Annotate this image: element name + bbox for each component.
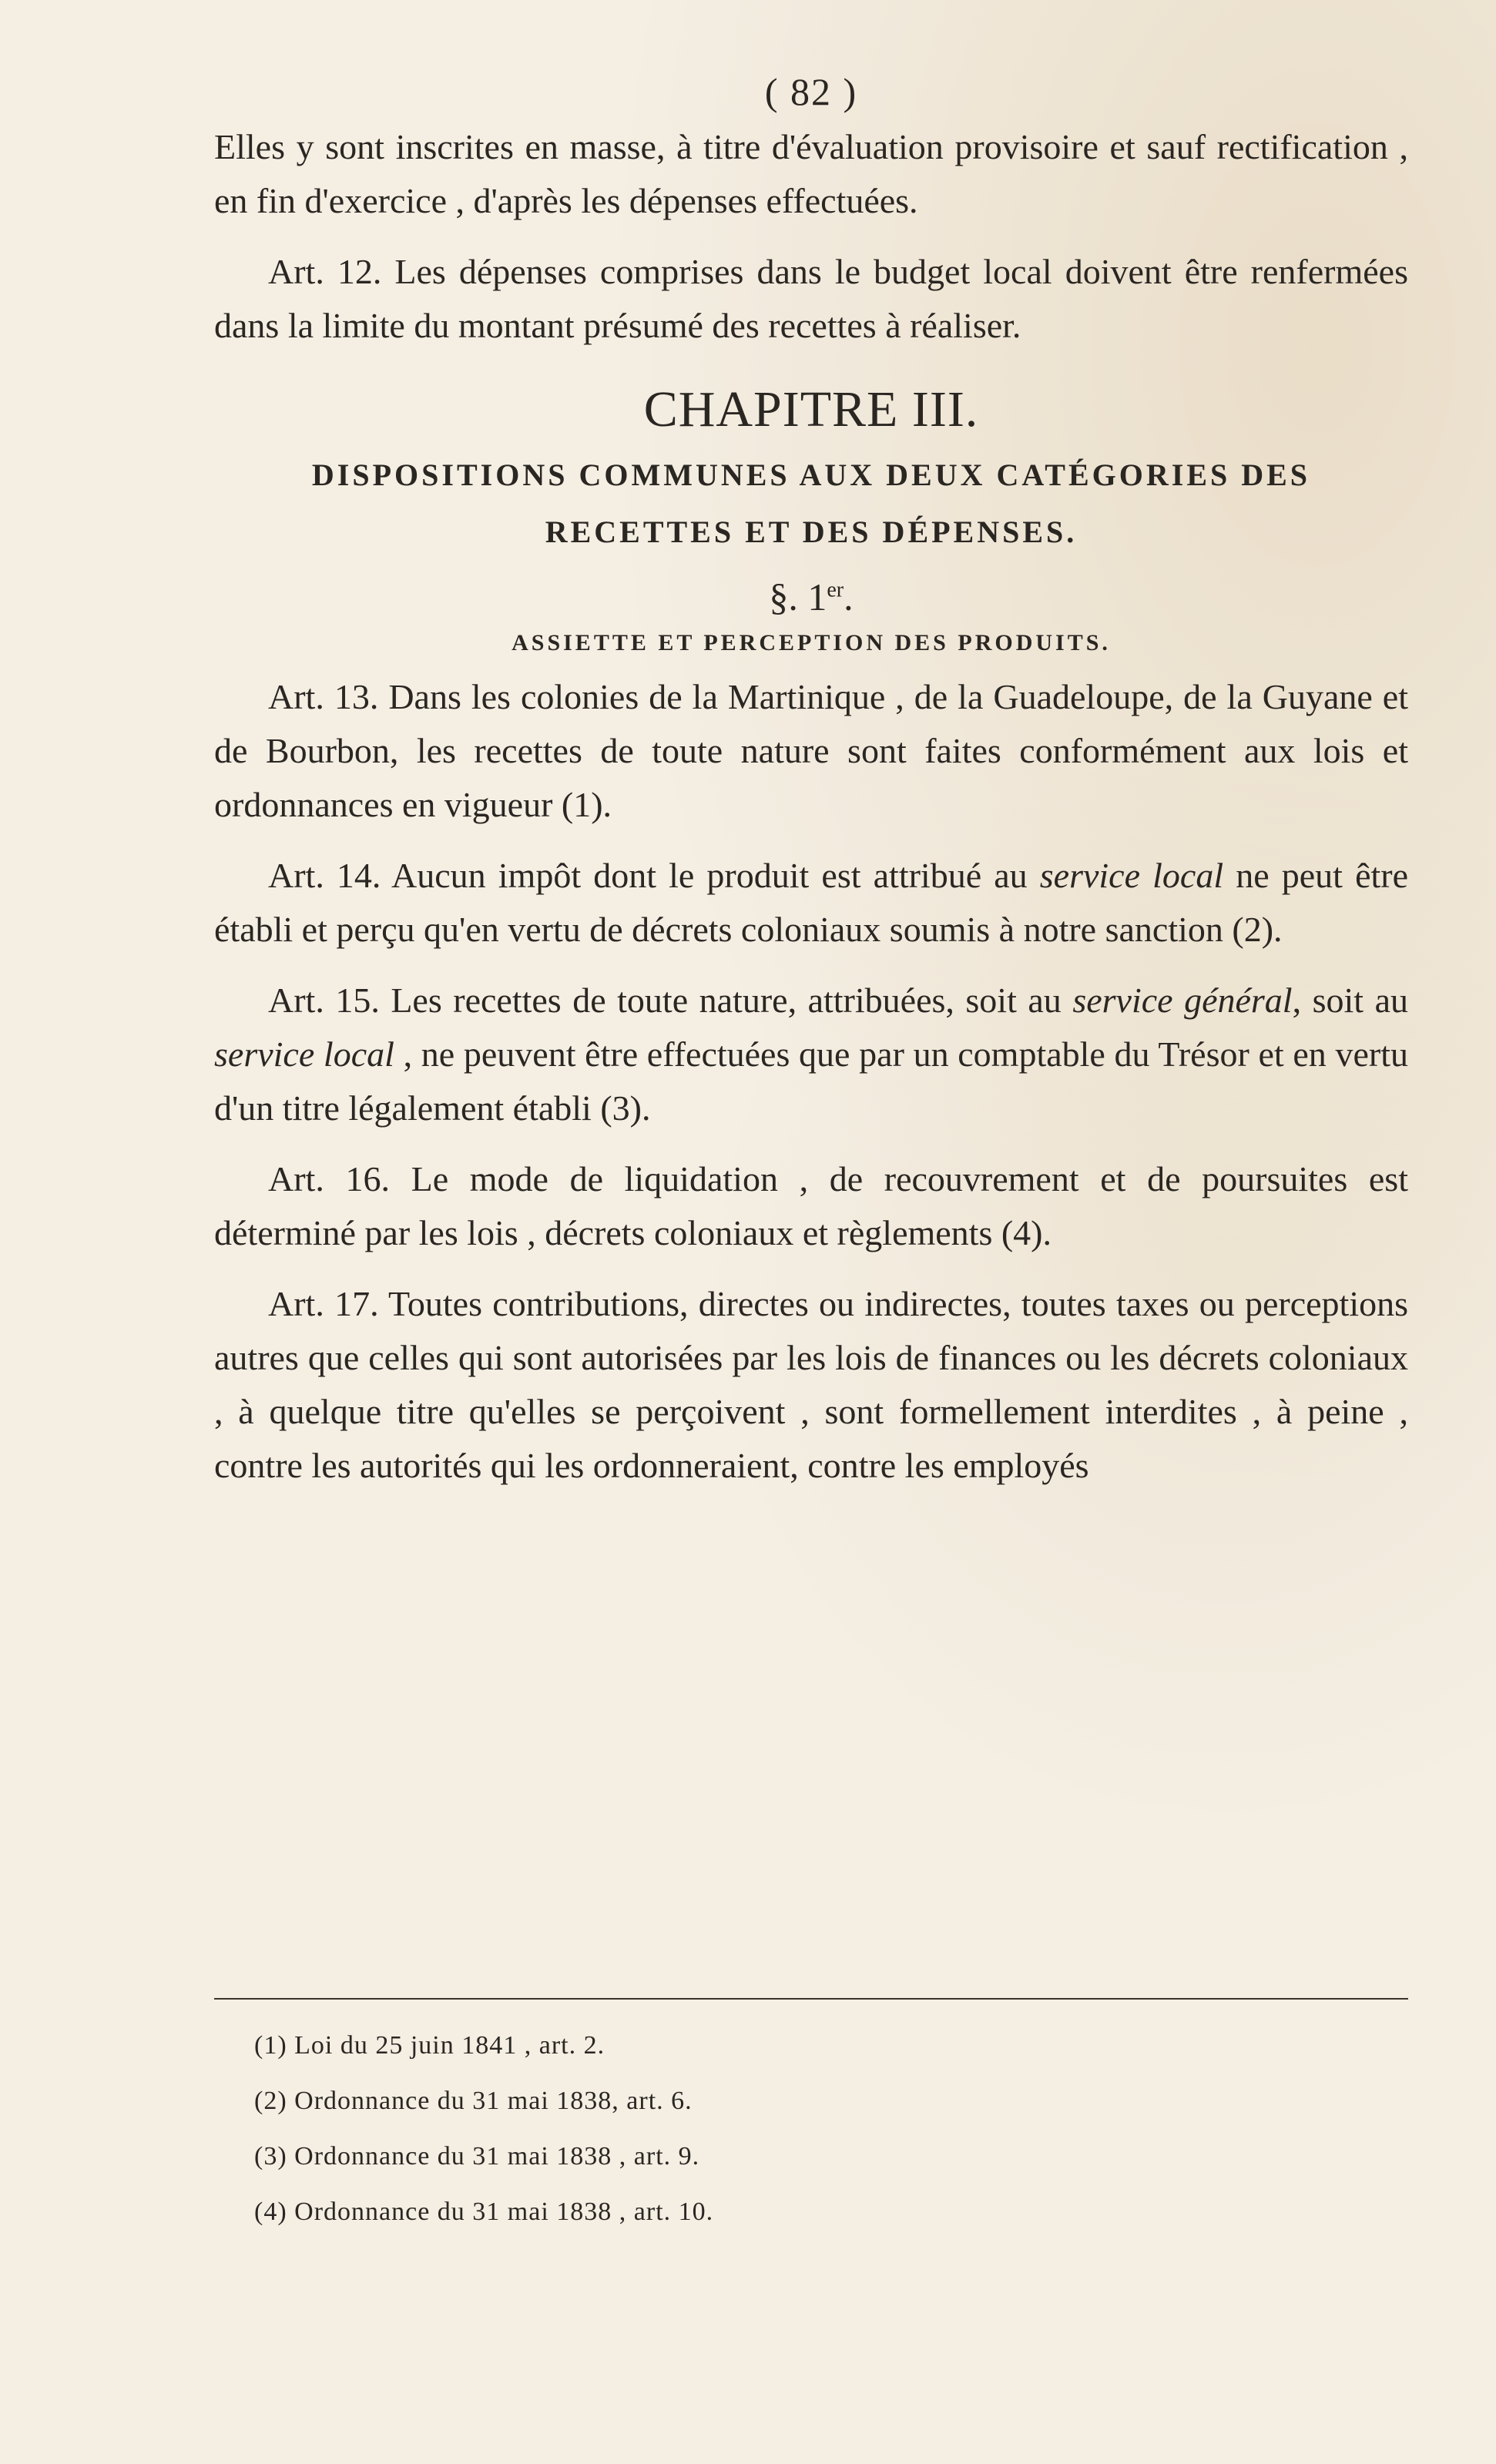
article-15 bbox=[214, 974, 1408, 1135]
article-16: Art. 16. Le mode de liquidation , de recouvrement et de poursuites est déterminé par les lois , décrets coloniaux et règlements (4). bbox=[214, 1159, 1408, 1252]
text-block bbox=[214, 69, 1408, 1493]
chapter-subtitle-line2: RECETTES ET DES DÉPENSES. bbox=[545, 515, 1078, 549]
article-15-text-a: Art. 15. Les recettes de toute nature, attribuées, soit au bbox=[268, 981, 1073, 1020]
section-mark: §. 1er. bbox=[769, 575, 854, 619]
section-mark-text: §. 1 bbox=[769, 575, 827, 619]
paragraph-continuation: Elles y sont inscrites en masse, à titre d'évaluation provisoire et sauf rectification , en fin d'exercice , d'après les dépenses effectuées. bbox=[214, 127, 1408, 220]
article-15-italic-2: service local bbox=[214, 1034, 394, 1074]
article-15-text-b: , soit au bbox=[1292, 981, 1408, 1020]
chapter-subtitle-line1: DISPOSITIONS COMMUNES AUX DEUX CATÉGORIES DES bbox=[311, 458, 1311, 492]
article-15-text-c: , ne peuvent être effectuées que par un comptable du Trésor et en vertu d'un titre légalement établi (3). bbox=[214, 1034, 1409, 1128]
footnote-4: (4) Ordonnance du 31 mai 1838 , art. 10. bbox=[254, 2197, 714, 2226]
footnote-2: (2) Ordonnance du 31 mai 1838, art. 6. bbox=[254, 2087, 693, 2115]
section-heading: ASSIETTE ET PERCEPTION DES PRODUITS. bbox=[512, 630, 1111, 655]
section-mark-sup: er bbox=[827, 578, 844, 602]
footnote-rule bbox=[214, 1998, 1408, 2000]
page-number: ( 82 ) bbox=[764, 70, 858, 113]
article-14-text-b: ne peut être établi et perçu qu'en vertu de décrets coloniaux soumis à notre sanction (2). bbox=[214, 856, 1408, 949]
footnote-3: (3) Ordonnance du 31 mai 1838 , art. 9. bbox=[254, 2142, 700, 2171]
article-14-italic: service local bbox=[1039, 856, 1224, 895]
footnotes bbox=[254, 2018, 1333, 2240]
chapter-title: CHAPITRE III. bbox=[643, 381, 979, 437]
article-17: Art. 17. Toutes contributions, directes ou indirectes, toutes taxes ou perceptions autres que celles qui sont autorisées par les lois de finances ou les décrets coloniaux , à quelque titre qu'elles se perçoivent , sont formellement interdites , à peine , contre les autorités qui les ordonneraient, contre les employés bbox=[214, 1284, 1408, 1485]
article-13: Art. 13. Dans les colonies de la Martinique , de la Guadeloupe, de la Guyane et de Bourbon, les recettes de toute nature sont faites conformément aux lois et ordonnances en vigueur (1). bbox=[214, 677, 1408, 824]
article-15-italic-1: service général bbox=[1072, 981, 1293, 1020]
article-14 bbox=[214, 849, 1408, 957]
article-12: Art. 12. Les dépenses comprises dans le budget local doivent être renfermées dans la limite du montant présumé des recettes à réaliser. bbox=[214, 252, 1408, 345]
article-14-text-a: Art. 14. Aucun impôt dont le produit est attribué au bbox=[268, 856, 1040, 895]
footnote-1: (1) Loi du 25 juin 1841 , art. 2. bbox=[254, 2031, 605, 2060]
